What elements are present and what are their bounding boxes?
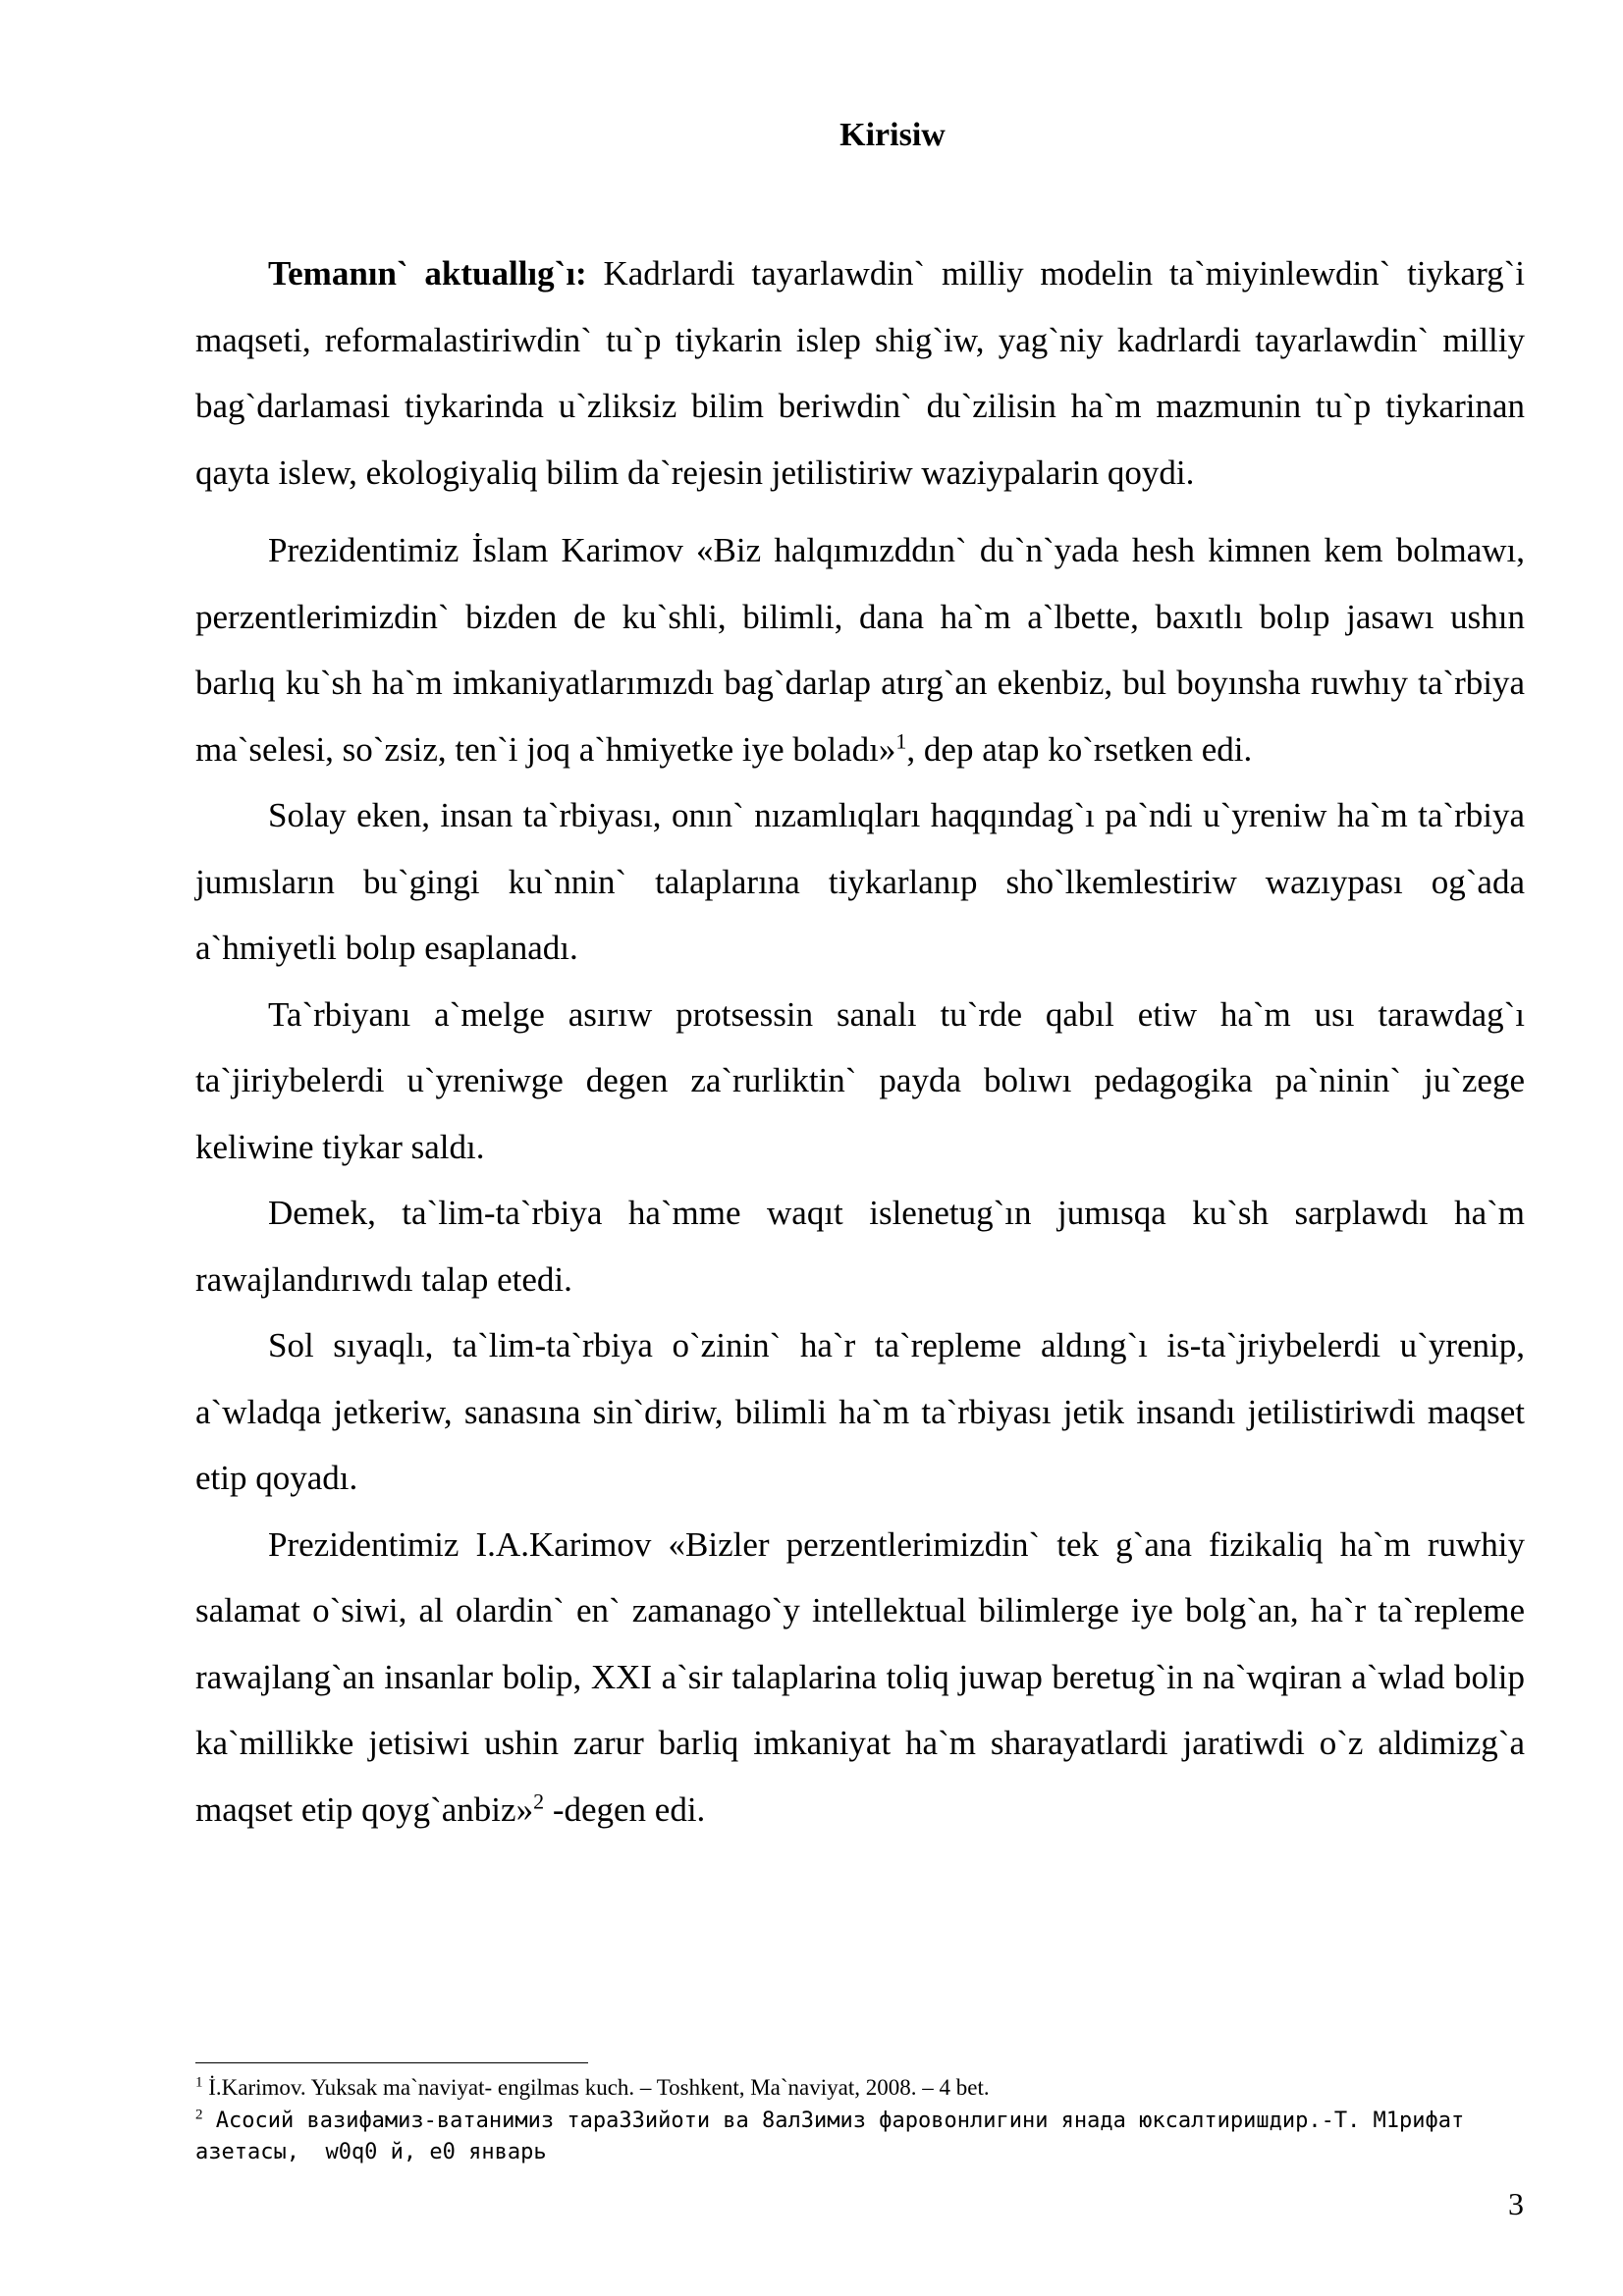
footnote-2-mark: 2 — [195, 2107, 203, 2123]
page-title: Kirisiw — [839, 117, 946, 153]
paragraph-president-quote-1 — [195, 517, 1525, 782]
paragraph-president-quote-2 — [195, 1512, 1525, 1843]
quote-1-text: Prezidentimiz İslam Karimov «Biz halqımızddın` du`n`yada hesh kimnen kem bolmawı, perzentlerimizdin` bizden de ku`shli, bilimli, dana ha`m a`lbette, baxıtlı bolıp jasawı ushın barlıq ku`sh ha`m imkaniyatlarımızdı bag`darlap atırg`an ekenbiz, bul boyınsha ruwhıy ta`rbiya ma`selesi, so`zsiz, ten`i joq a`hmiyetke iye boladı» — [195, 531, 1525, 769]
document-body — [195, 240, 1525, 1842]
paragraph-4: Ta`rbiyanı a`melge asırıw protsessin sanalı tu`rde qabıl etiw ha`m usı tarawdag`ı ta`jiriybelerdi u`yreniwge degen za`rurliktin` payda bolıwı pedagogika pa`ninin` ju`zege keliwine tiykar saldı. — [195, 994, 1525, 1166]
footnote-2-text: Асосий вазифамиз-ватанимиз тара33ийоти ва 8ал3имиз фаровонлигини янада юксалтиришдир.-Т. М1рифат азетасы, w0q0 й, е0 январь — [195, 2109, 1478, 2164]
relevance-heading: Temanın` aktuallıg`ı: — [268, 254, 587, 293]
footnote-ref-2[interactable]: 2 — [533, 1788, 545, 1813]
paragraph-3: Solay eken, insan ta`rbiyası, onın` nızamlıqları haqqındag`ı pa`ndi u`yreniw ha`m ta`rbiya jumısların bu`gingi ku`nnin` talaplarına tiykarlanıp sho`lkemlestiriw wazıypası og`ada a`hmiyetli bolıp esaplanadı. — [195, 796, 1525, 967]
footnote-ref-1[interactable]: 1 — [895, 727, 907, 753]
paragraph-6: Sol sıyaqlı, ta`lim-ta`rbiya o`zinin` ha`r ta`repleme aldıng`ı is-ta`jriybelerdi u`yrenip, a`wladqa jetkeriw, sanasına sin`diriw, bilimli ha`m ta`rbiyası jetik insandı jetilistiriwdi maqset etip qoyadı. — [195, 1326, 1525, 1497]
quote-2-tail: -degen edi. — [544, 1789, 706, 1829]
page-number: 3 — [1508, 2186, 1524, 2221]
paragraph-5: Demek, ta`lim-ta`rbiya ha`mme waqıt islenetug`ın jumısqa ku`sh sarplawdı ha`m rawajlandırıwdı talap etedi. — [195, 1194, 1525, 1299]
footnote-2 — [195, 2106, 1550, 2168]
footnote-separator — [195, 2062, 588, 2063]
relevance-text: Kadrlardi tayarlawdin` milliy modelin ta`miyinlewdin` tiykarg`i maqseti, reformalastiriwdin` tu`p tiykarin islep shig`iw, yag`niy kadrlardi tayarlawdin` milliy bag`darlamasi tiykarinda u`zliksiz bilim beriwdin` du`zilisin ha`m mazmunin tu`p tiykarinan qayta islew, ekologiyaliq bilim da`rejesin jetilistiriw waziypalarin qoydi. — [195, 254, 1525, 492]
footnote-1-text: İ.Karimov. Yuksak ma`naviyat- engilmas kuch. – Toshkent, Ma`naviyat, 2008. – 4 bet. — [202, 2075, 990, 2100]
quote-1-tail: , dep atap ko`rsetken edi. — [906, 729, 1253, 769]
footnote-1 — [195, 2073, 1550, 2103]
footnote-1-mark: 1 — [195, 2074, 203, 2091]
quote-2-text: Prezidentimiz I.A.Karimov «Bizler perzentlerimizdin` tek g`ana fizikaliq ha`m ruwhiy salamat o`siwi, al olardin` en` zamanago`y intellektual bilimlerge iye bolg`an, ha`r ta`repleme rawajlang`an insanlar bolip, XXI a`sir talaplarina toliq juwap beretug`in na`wqiran a`wlad bolip ka`millikke jetisiwi ushin zarur barliq imkaniyat ha`m sharayatlardi jaratiwdi o`z aldimizg`a maqset etip qoyg`anbiz» — [195, 1524, 1525, 1829]
paragraph-relevance — [195, 240, 1525, 506]
